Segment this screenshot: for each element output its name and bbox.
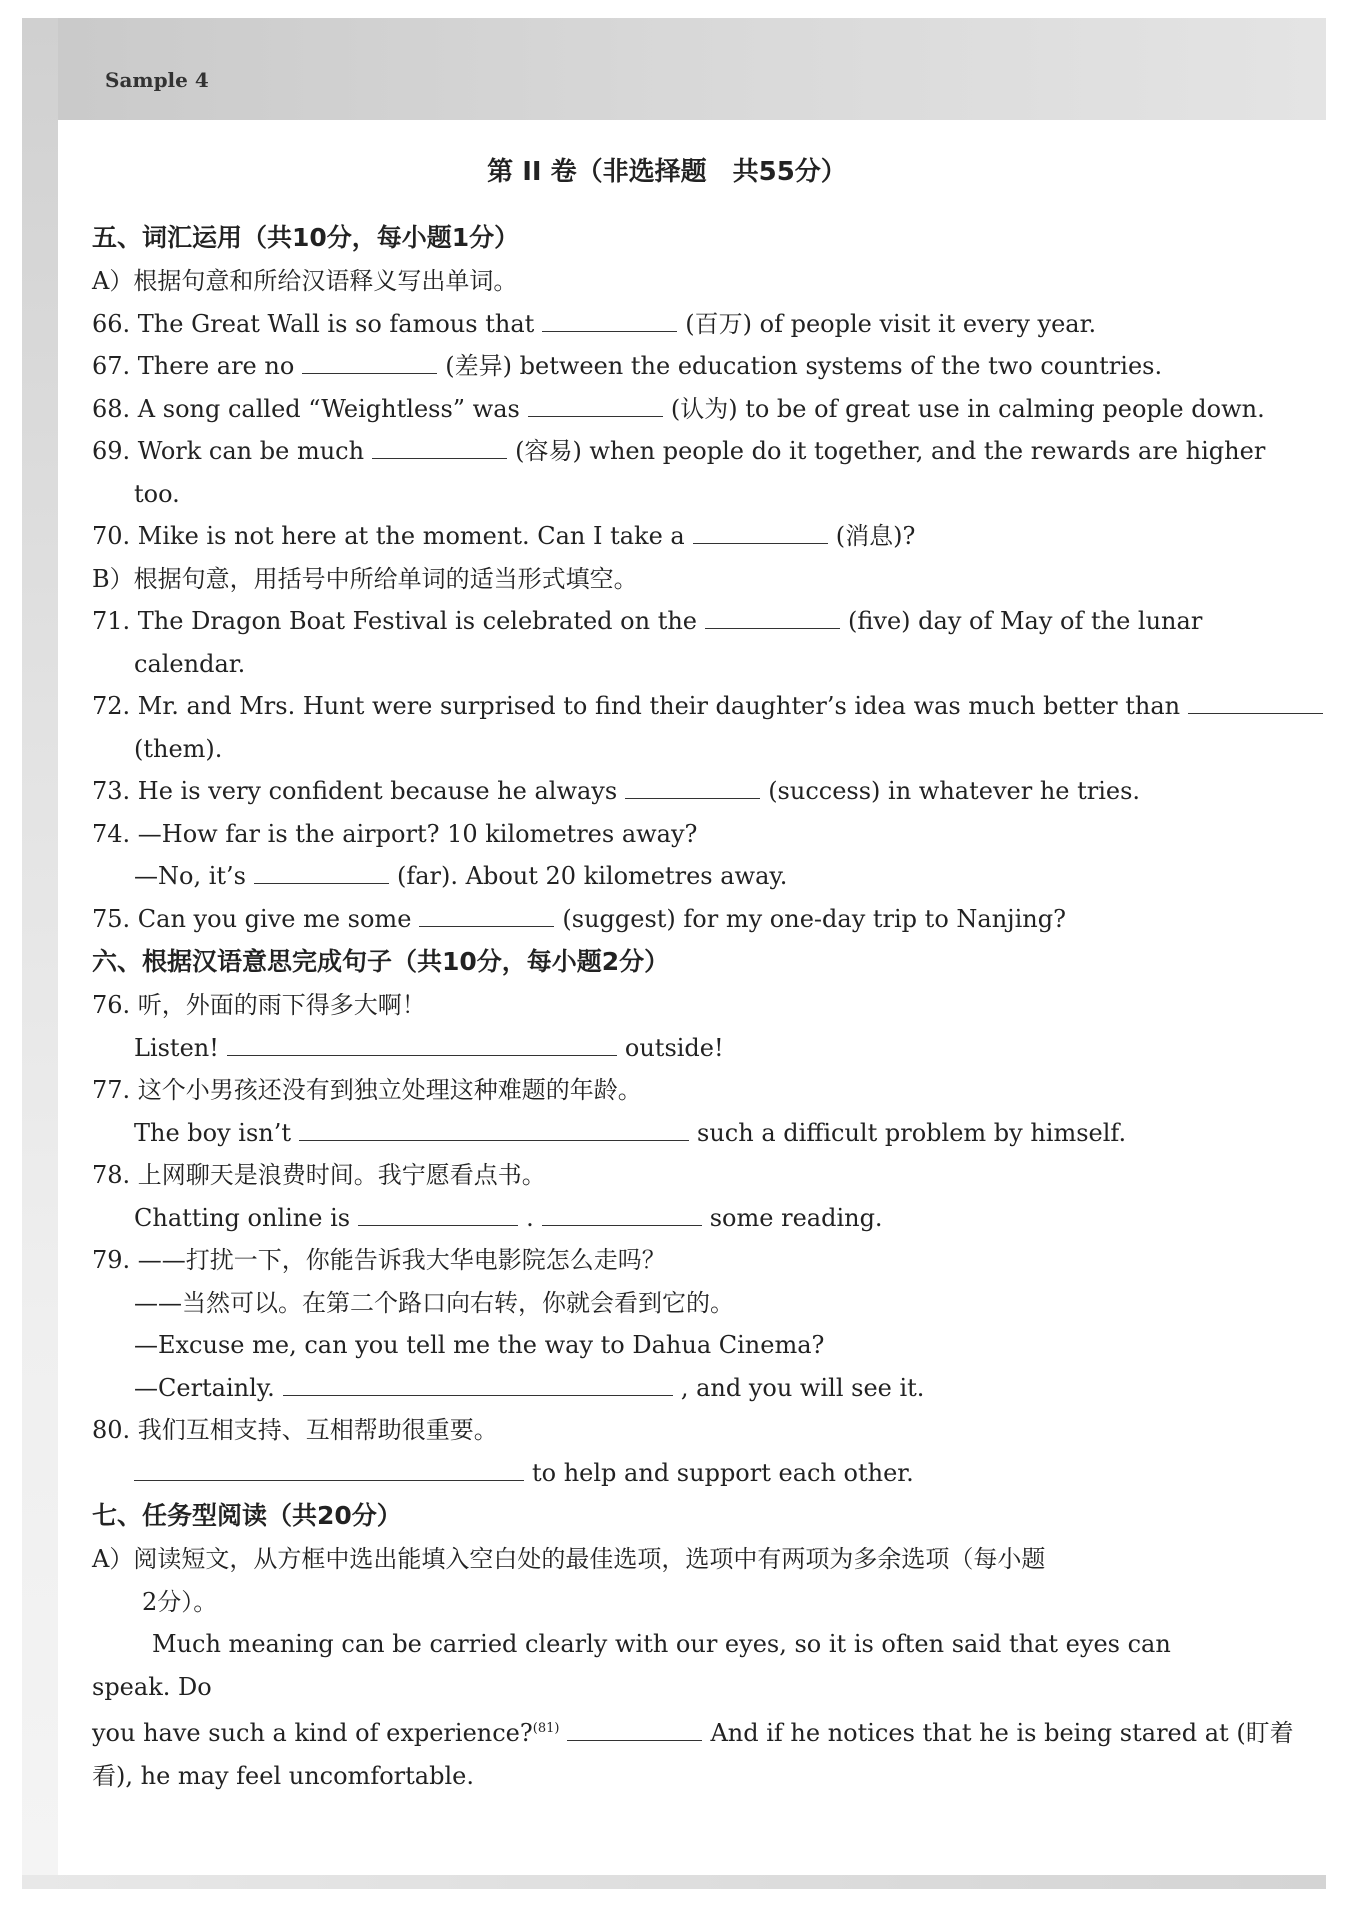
question-72-continued: (them). (134, 734, 223, 763)
section7-partA-instruction-cont: 2分）。 (142, 1587, 218, 1616)
answer-blank-72[interactable] (1188, 691, 1323, 714)
exam-content (92, 150, 1294, 1797)
reading-passage-line-2: you have such a kind of experience?$^{(81)}$ And if he notices that he is being stared at (盯着 (92, 1719, 1294, 1747)
left-gray-margin (22, 18, 58, 1880)
answer-blank-76[interactable] (227, 1033, 617, 1056)
top-gray-band (22, 18, 1326, 120)
sample-label: Sample 4 (105, 68, 209, 92)
question-80-chinese: 80. 我们互相支持、互相帮助很重要。 (92, 1416, 498, 1444)
question-80: to help and support each other. (92, 1452, 1242, 1495)
reading-passage-line-3: 看), he may feel uncomfortable. (92, 1761, 474, 1790)
answer-blank-69[interactable] (372, 436, 507, 459)
question-70: 70. Mike is not here at the moment. Can I take a (消息)? (92, 522, 916, 550)
answer-blank-71[interactable] (705, 606, 840, 629)
section6-title: 六、根据汉语意思完成句子（共10分，每小题2分） (92, 947, 670, 976)
section7-partA-instruction: A）阅读短文，从方框中选出能填入空白处的最佳选项，选项中有两项为多余选项（每小题 (92, 1545, 1046, 1573)
question-78: Chatting online is . some reading. (134, 1203, 883, 1232)
question-76: Listen! outside! (134, 1033, 724, 1062)
answer-blank-78a[interactable] (358, 1203, 518, 1226)
answer-blank-79[interactable] (283, 1373, 673, 1396)
answer-blank-78b[interactable] (542, 1203, 702, 1226)
question-68: 68. A song called “Weightless” was (认为) to be of great use in calming people down. (92, 394, 1265, 423)
reading-passage-line-1: Much meaning can be carried clearly with our eyes, so it is often said that eyes can speak. Do (92, 1630, 1171, 1701)
question-77-chinese: 77. 这个小男孩还没有到独立处理这种难题的年龄。 (92, 1076, 642, 1104)
question-69-continued: too. (134, 479, 180, 508)
question-74-answer: —No, it’s (far). About 20 kilometres away. (134, 862, 788, 890)
question-67: 67. There are no (差异) between the education systems of the two countries. (92, 352, 1163, 380)
answer-blank-66[interactable] (542, 309, 677, 332)
question-77: The boy isn’t such a difficult problem by himself. (134, 1118, 1127, 1147)
question-75: 75. Can you give me some (suggest) for my one-day trip to Nanjing? (92, 904, 1066, 933)
answer-blank-73[interactable] (625, 776, 760, 799)
bottom-gray-band (22, 1875, 1326, 1889)
question-73: 73. He is very confident because he always (success) in whatever he tries. (92, 777, 1141, 805)
answer-blank-70[interactable] (693, 521, 828, 544)
answer-blank-74[interactable] (254, 861, 389, 884)
answer-blank-77[interactable] (299, 1118, 689, 1141)
question-79-english-1: —Excuse me, can you tell me the way to Dahua Cinema? (134, 1331, 825, 1359)
answer-blank-81[interactable] (567, 1718, 702, 1741)
question-71-continued: calendar. (134, 649, 246, 678)
question-79-chinese-1: 79. ——打扰一下，你能告诉我大华电影院怎么走吗？ (92, 1246, 666, 1274)
answer-blank-80[interactable] (134, 1458, 524, 1481)
question-72: 72. Mr. and Mrs. Hunt were surprised to find their daughter’s idea was much better than (92, 685, 1242, 728)
question-79-chinese-2: ——当然可以。在第二个路口向右转，你就会看到它的。 (134, 1288, 734, 1317)
section5-title: 五、词汇运用（共10分，每小题1分） (92, 223, 520, 252)
question-78-chinese: 78. 上网聊天是浪费时间。我宁愿看点书。 (92, 1161, 546, 1189)
question-69: 69. Work can be much (容易) when people do it together, and the rewards are higher (92, 437, 1266, 465)
question-71: 71. The Dragon Boat Festival is celebrated on the (five) day of May of the lunar (92, 607, 1203, 635)
question-79: —Certainly. , and you will see it. (134, 1373, 925, 1402)
paper-title: 第 II 卷（非选择题 共55分） (487, 157, 847, 187)
section7-title: 七、任务型阅读（共20分） (92, 1501, 402, 1530)
question-76-chinese: 76. 听，外面的雨下得多大啊！ (92, 991, 426, 1019)
answer-blank-75[interactable] (419, 904, 554, 927)
answer-blank-67[interactable] (302, 351, 437, 374)
answer-blank-68[interactable] (528, 394, 663, 417)
section5-partA: A）根据句意和所给汉语释义写出单词。 (92, 267, 518, 295)
blank-number-81: (81) (532, 1721, 560, 1736)
question-74: 74. —How far is the airport? 10 kilometres away? (92, 819, 698, 848)
section5-partB: B）根据句意，用括号中所给单词的适当形式填空。 (92, 564, 638, 593)
question-66: 66. The Great Wall is so famous that (百万) of people visit it every year. (92, 309, 1097, 338)
